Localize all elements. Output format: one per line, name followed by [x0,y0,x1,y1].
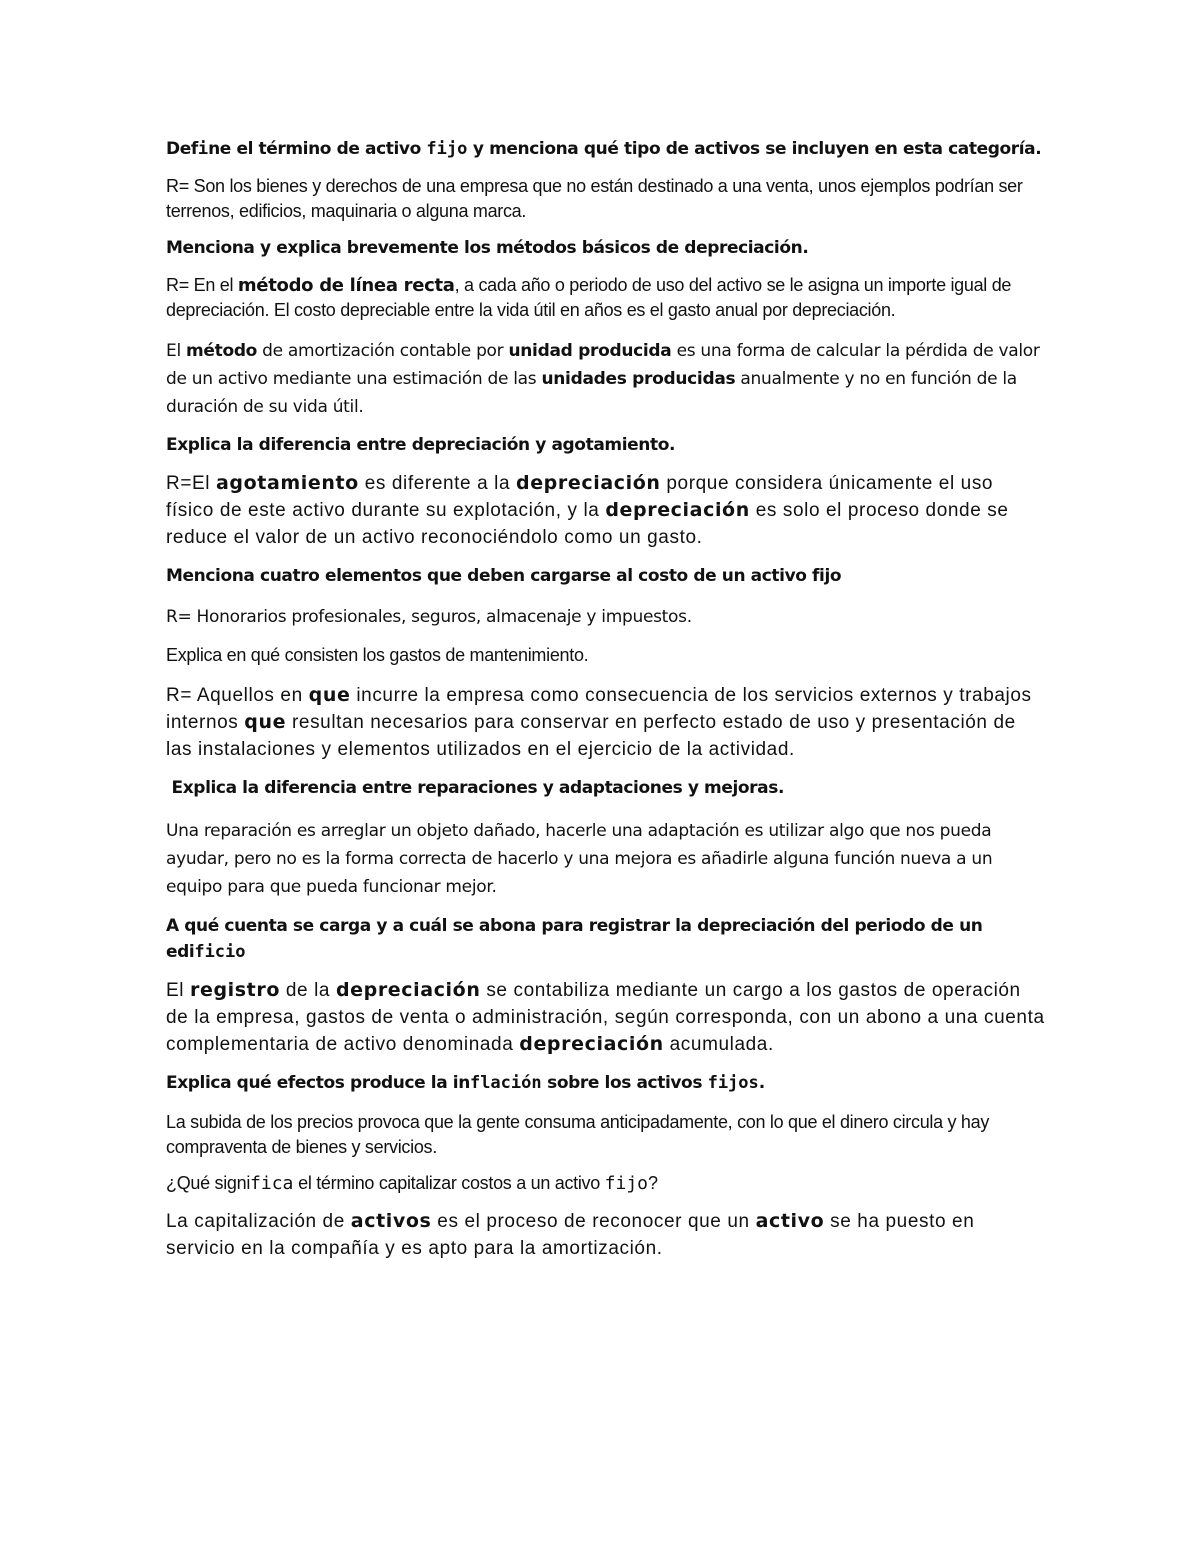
answer-3: R=El agotamiento es diferente a la depreciación porque considera únicamente el uso físico de este activo durante su explotación, y la depreciación es solo el proceso donde se reduce el valor de un activo reconociéndolo como un gasto. [166,472,1009,548]
answer-4: R= Honorarios profesionales, seguros, almacenaje y impuestos. [166,607,692,627]
question-5: Explica en qué consisten los gastos de mantenimiento. [166,645,589,665]
answer-9: La capitalización de activos es el proceso de reconocer que un activo se ha puesto en servicio en la compañía y es apto para la amortización. [166,1210,975,1259]
question-6: Explica la diferencia entre reparaciones y adaptaciones y mejoras. [166,778,785,798]
answer-8: La subida de los precios provoca que la gente consuma anticipadamente, con lo que el dinero circula y hay compraventa de bienes y servicios. [166,1112,990,1157]
answer-1: R= Son los bienes y derechos de una empresa que no están destinado a una venta, unos ejemplos podrían ser terrenos, edificios, maquinaria o alguna marca. [166,176,1023,221]
question-1: Define el término de activo fijo y menciona qué tipo de activos se incluyen en esta categoría. [166,139,1042,159]
question-9: ¿Qué significa el término capitalizar costos a un activo fijo? [166,1173,658,1194]
answer-2: R= En el método de línea recta, a cada año o periodo de uso del activo se le asigna un importe igual de depreciación. El costo depreciable entre la vida útil en años es el gasto anual por depreciación. [166,275,1012,320]
answer-2-continued: El método de amortización contable por unidad producida es una forma de calcular la pérdida de valor de un activo mediante una estimación de las unidades producidas anualmente y no en función de la duración de su vida útil. [166,341,1040,417]
question-3: Explica la diferencia entre depreciación y agotamiento. [166,435,676,455]
answer-6: Una reparación es arreglar un objeto dañado, hacerle una adaptación es utilizar algo que nos pueda ayudar, pero no es la forma correcta de hacerlo y una mejora es añadirle alguna función nueva a un equipo para que pueda funcionar mejor. [166,821,993,897]
answer-7: El registro de la depreciación se contabiliza mediante un cargo a los gastos de operación de la empresa, gastos de venta o administración, según corresponda, con un abono a una cuenta complementaria de activo denominada depreciación acumulada. [166,979,1045,1055]
question-4: Menciona cuatro elementos que deben cargarse al costo de un activo fijo [166,566,842,586]
question-7: A qué cuenta se carga y a cuál se abona para registrar la depreciación del periodo de un edificio [166,916,983,962]
question-2: Menciona y explica brevemente los métodos básicos de depreciación. [166,238,809,258]
answer-5: R= Aquellos en que incurre la empresa como consecuencia de los servicios externos y trabajos internos que resultan necesarios para conservar en perfecto estado de uso y presentación de las instalaciones y elementos utilizados en el ejercicio de la actividad. [166,684,1032,760]
document-page [166,136,1046,1262]
question-8: Explica qué efectos produce la inflación sobre los activos fijos. [166,1073,765,1093]
